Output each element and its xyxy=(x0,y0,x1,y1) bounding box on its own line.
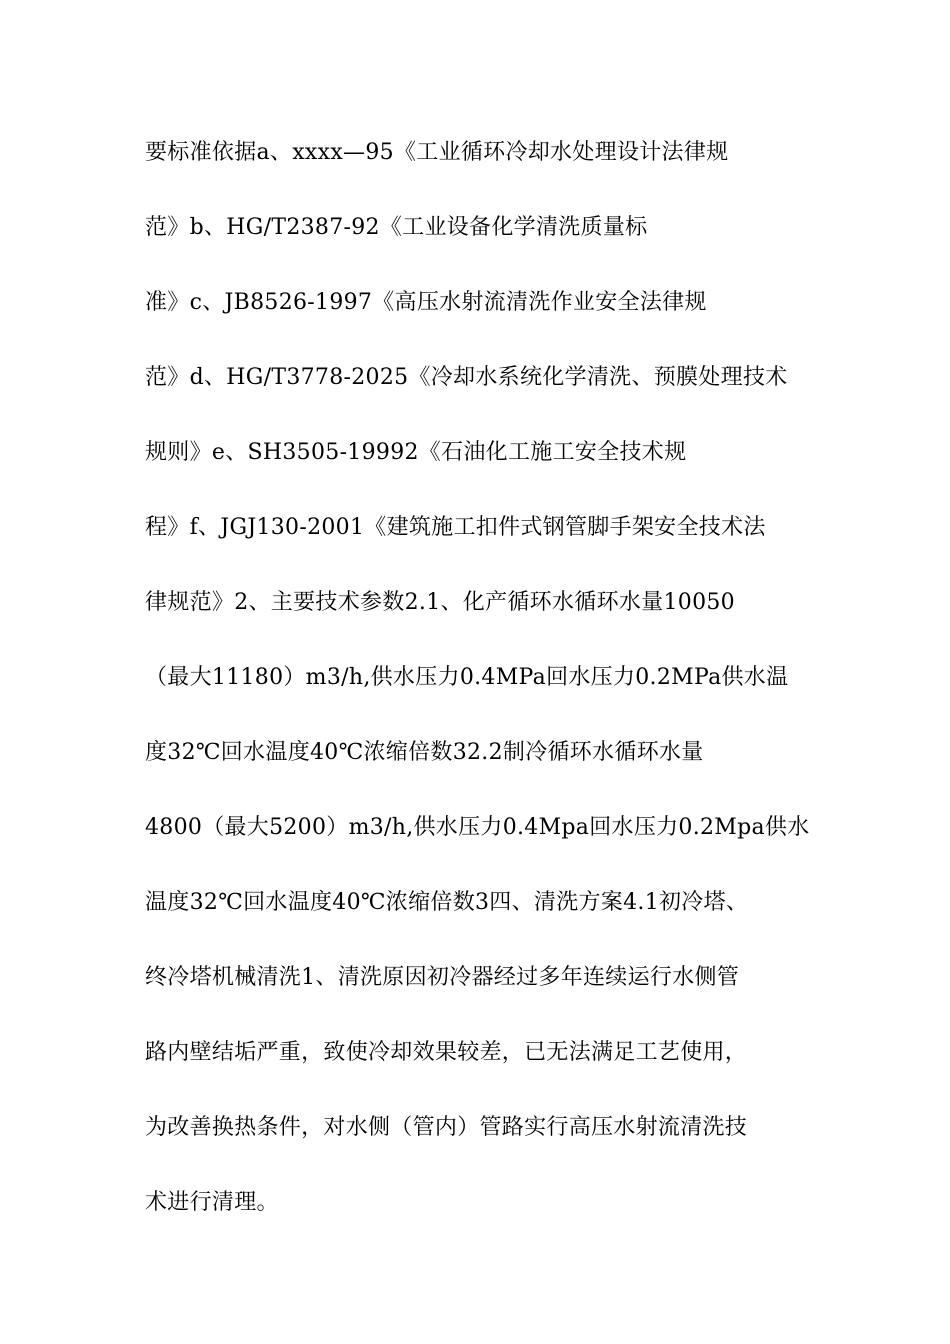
text-line: 度32℃回水温度40℃浓缩倍数32.2制冷循环水循环水量 xyxy=(145,740,704,765)
text-line: 终冷塔机械清洗1、清洗原因初冷器经过多年连续运行水侧管 xyxy=(145,965,740,990)
text-line: 4800（最大5200）m3/h,供水压力0.4Mpa回水压力0.2Mpa供水 xyxy=(145,815,810,840)
text-line: （最大11180）m3/h,供水压力0.4MPa回水压力0.2MPa供水温 xyxy=(145,665,789,690)
text-line: 为改善换热条件，对水侧（管内）管路实行高压水射流清洗技 xyxy=(145,1115,748,1140)
text-line: 要标准依据a、xxxx—95《工业循环冷却水处理设计法律规 xyxy=(145,140,729,165)
text-line: 律规范》2、主要技术参数2.1、化产循环水循环水量10050 xyxy=(145,590,735,615)
text-line: 路内壁结垢严重，致使冷却效果较差，已无法满足工艺使用， xyxy=(145,1040,748,1065)
text-line: 程》f、JGJ130-2001《建筑施工扣件式钢管脚手架安全技术法 xyxy=(145,515,766,540)
text-line: 温度32℃回水温度40℃浓缩倍数3四、清洗方案4.1初冷塔、 xyxy=(145,890,749,915)
body-text xyxy=(145,131,825,1256)
text-line: 术进行清理。 xyxy=(145,1190,279,1215)
text-line: 准》c、JB8526-1997《高压水射流清洗作业安全法律规 xyxy=(145,290,707,315)
text-line: 范》d、HG/T3778-2025《冷却水系统化学清洗、预膜处理技术 xyxy=(145,365,788,390)
text-line: 范》b、HG/T2387-92《工业设备化学清洗质量标 xyxy=(145,215,648,240)
text-line: 规则》e、SH3505-19992《石油化工施工安全技术规 xyxy=(145,440,687,465)
